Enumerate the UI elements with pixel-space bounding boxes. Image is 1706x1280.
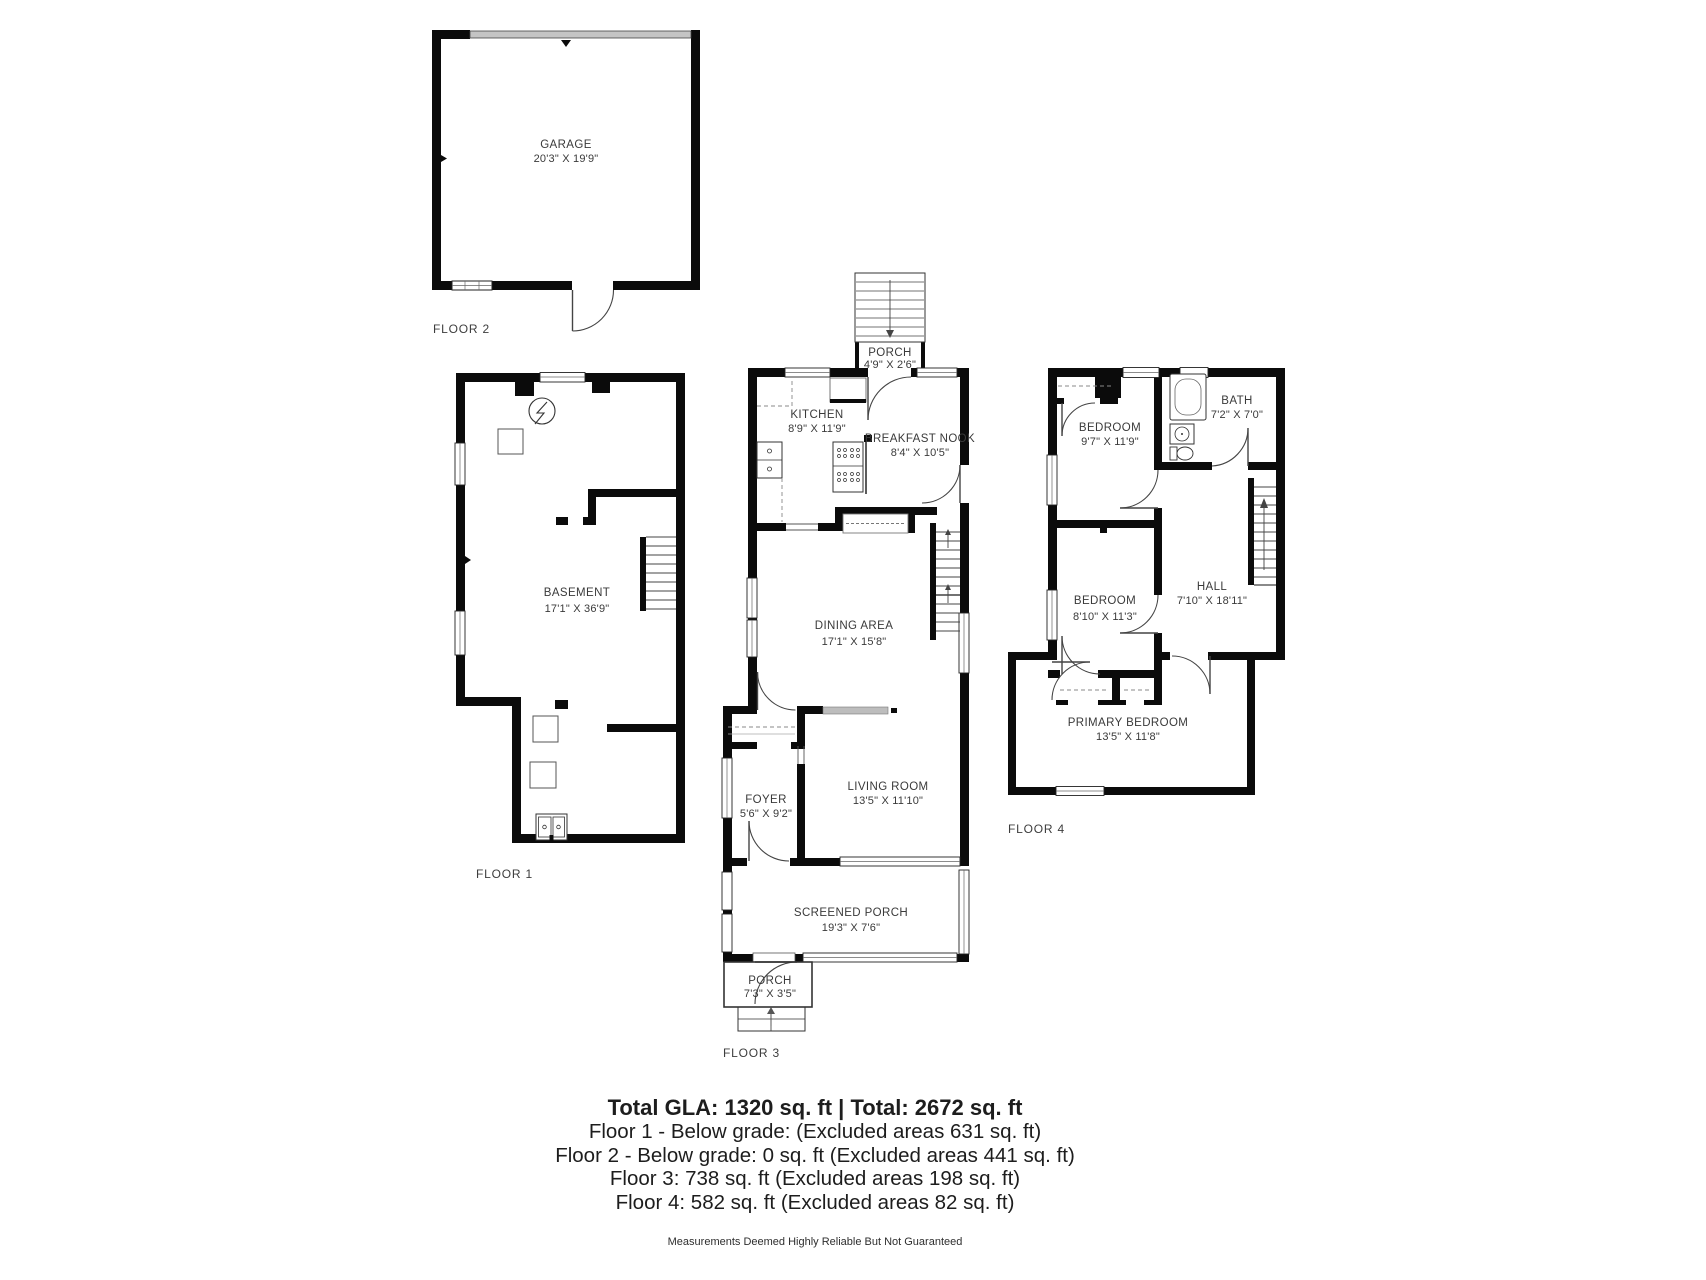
room-dims-bedroom-1: 9'7" X 11'9" bbox=[1081, 436, 1139, 448]
floor2-caption: FLOOR 2 bbox=[433, 322, 490, 336]
floor3-caption: FLOOR 3 bbox=[723, 1046, 780, 1060]
room-label-kitchen: KITCHEN bbox=[790, 409, 844, 421]
room-label-living-room: LIVING ROOM bbox=[847, 781, 929, 793]
room-label-screened-porch: SCREENED PORCH bbox=[793, 907, 909, 919]
room-dims-primary-bedroom: 13'5" X 11'8" bbox=[1096, 731, 1160, 743]
room-dims-hall: 7'10" X 18'11" bbox=[1176, 595, 1248, 607]
wall-tick bbox=[465, 556, 471, 564]
room-dims-dining-area: 17'1" X 15'8" bbox=[821, 636, 887, 648]
interior-stairs bbox=[936, 529, 960, 631]
room-label-bath: BATH bbox=[1221, 395, 1253, 407]
garage-door bbox=[470, 31, 691, 47]
room-dims-porch-top: 4'9" X 2'6" bbox=[863, 359, 917, 371]
room-dims-garage: 20'3" X 19'9" bbox=[533, 153, 599, 165]
floor4-upper-plan bbox=[1008, 368, 1285, 837]
room-label-garage: GARAGE bbox=[540, 139, 592, 151]
floor4-area-line: Floor 4: 582 sq. ft (Excluded areas 82 sq. ft) bbox=[615, 1190, 1015, 1214]
floor4-caption: FLOOR 4 bbox=[1008, 822, 1065, 836]
room-dims-kitchen: 8'9" X 11'9" bbox=[788, 423, 846, 435]
room-dims-foyer: 5'6" X 9'2" bbox=[739, 808, 793, 820]
room-label-primary-bedroom: PRIMARY BEDROOM bbox=[1067, 717, 1189, 729]
floor2-garage-plan bbox=[432, 30, 700, 336]
room-label-porch-top: PORCH bbox=[868, 347, 912, 359]
furnace-block bbox=[555, 700, 568, 709]
floor3-main-plan bbox=[722, 273, 975, 1060]
room-label-bedroom-1: BEDROOM bbox=[1078, 422, 1142, 434]
room-dims-breakfast-nook: 8'4" X 10'5" bbox=[890, 447, 950, 459]
room-dims-screened-porch: 19'3" X 7'6" bbox=[821, 922, 881, 934]
room-label-bedroom-2: BEDROOM bbox=[1073, 595, 1137, 607]
range-stove-icon bbox=[833, 442, 866, 494]
total-gla-line: Total GLA: 1320 sq. ft | Total: 2672 sq. ft bbox=[607, 1095, 1023, 1120]
room-label-basement: BASEMENT bbox=[543, 587, 611, 599]
floor1-basement-plan bbox=[455, 373, 685, 882]
stairs bbox=[646, 537, 676, 609]
bathroom-sink-icon bbox=[1170, 424, 1194, 444]
upper-cabinet bbox=[830, 378, 866, 403]
floor1-area-line: Floor 1 - Below grade: (Excluded areas 631 sq. ft) bbox=[588, 1120, 1042, 1143]
room-label-porch-bottom: PORCH bbox=[748, 975, 792, 987]
door-swing bbox=[573, 290, 614, 331]
hall-stairs bbox=[1254, 487, 1276, 585]
floor2-area-line: Floor 2 - Below grade: 0 sq. ft (Excluded areas 441 sq. ft) bbox=[555, 1143, 1075, 1167]
floor3-area-line: Floor 3: 738 sq. ft (Excluded areas 198 sq. ft) bbox=[609, 1167, 1021, 1190]
gla-summary bbox=[0, 1096, 1630, 1248]
window bbox=[452, 281, 492, 290]
disclaimer-text: Measurements Deemed Highly Reliable But Not Guaranteed bbox=[667, 1236, 963, 1248]
closet bbox=[728, 727, 795, 734]
room-dims-basement: 17'1" X 36'9" bbox=[544, 603, 610, 615]
room-dims-porch-bottom: 7'3" X 3'5" bbox=[743, 988, 797, 1000]
floor1-caption: FLOOR 1 bbox=[476, 867, 533, 881]
bathtub-icon bbox=[1170, 374, 1206, 420]
kitchen-sink bbox=[757, 442, 782, 478]
entry-stairs bbox=[855, 273, 925, 342]
room-dims-living-room: 13'5" X 11'10" bbox=[852, 795, 924, 807]
room-label-hall: HALL bbox=[1196, 581, 1228, 593]
nook-counter bbox=[843, 514, 908, 533]
electrical-panel-icon bbox=[529, 398, 555, 424]
room-label-breakfast-nook: BREAKFAST NOOK bbox=[864, 433, 976, 445]
room-label-foyer: FOYER bbox=[745, 794, 787, 806]
laundry-sink bbox=[536, 814, 567, 841]
room-dims-bedroom-2: 8'10" X 11'3" bbox=[1073, 611, 1137, 623]
beam bbox=[823, 707, 888, 714]
toilet-icon bbox=[1170, 447, 1193, 460]
room-dims-bath: 7'2" X 7'0" bbox=[1210, 409, 1264, 421]
room-label-dining-area: DINING AREA bbox=[814, 620, 894, 632]
wall-tick bbox=[441, 155, 447, 162]
